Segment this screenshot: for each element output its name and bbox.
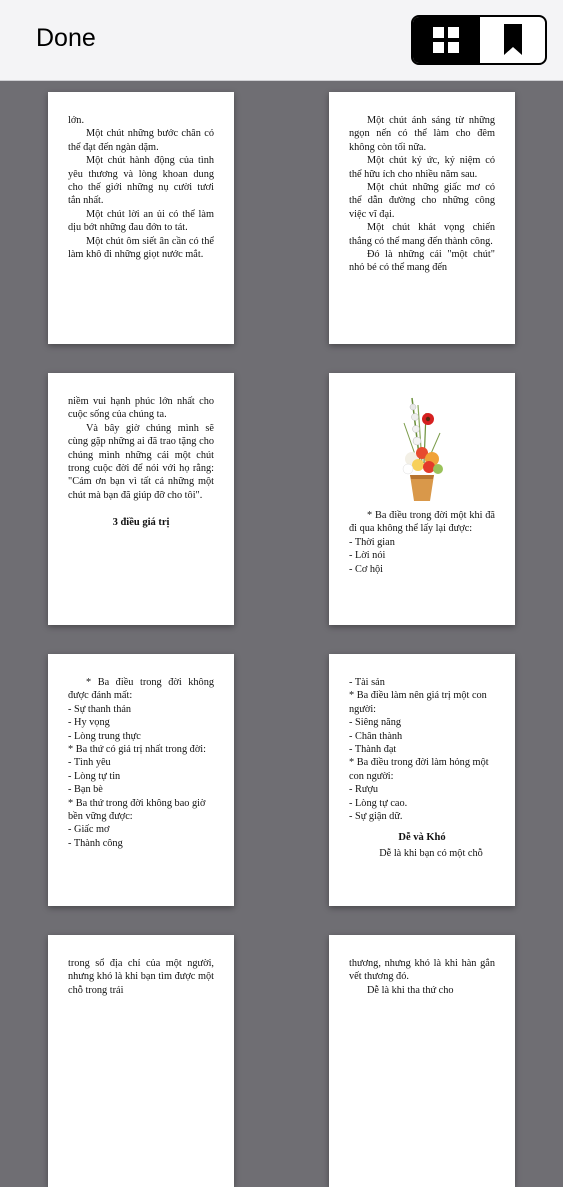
page-text: - Bạn bè — [68, 784, 103, 796]
page-text: - Giấc mơ — [68, 824, 110, 836]
page-text: Một chút ôm siết ân cần có thể làm khô đi những giọt nước mắt. — [68, 235, 214, 261]
page-heading: 3 điều giá trị — [112, 517, 170, 529]
page-text: Dễ là khi tha thứ cho — [367, 984, 454, 996]
page-text: Một chút ký ức, kỷ niệm có thể hữu ích cho nhiều năm sau. — [349, 155, 495, 180]
page-text: niềm vui hạnh phúc lớn nhất cho cuộc sống của chúng ta. — [68, 396, 214, 421]
page-thumbnail-1[interactable] — [48, 92, 234, 344]
page-thumbnail-8[interactable] — [329, 935, 515, 1187]
page-text: - Lòng trung thực — [68, 730, 141, 742]
view-mode-segmented-control — [411, 15, 547, 65]
page-text: Một chút khát vọng chiến thắng có thể mang đến thành công. — [349, 222, 495, 247]
page-heading: Dễ và Khó — [398, 832, 446, 844]
page-text: Dễ là khi bạn có một chỗ — [379, 847, 483, 859]
page-text: - Thời gian — [349, 536, 395, 548]
page-thumbnail-4[interactable] — [329, 373, 515, 625]
page-text: - Thành công — [68, 837, 123, 849]
page-text: - Lòng tự tin — [68, 770, 121, 782]
page-text: - Thành đạt — [349, 744, 397, 756]
page-text: Một chút lời an ủi có thể làm dịu bớt những đau đớn to tát. — [68, 208, 214, 234]
page-text: Và bây giờ chúng mình sẽ cùng gặp những ai đã trao tặng cho chúng mình những cái một chút trong cuộc đời để nói với họ rằng: "Cám ơn bạn vì tất cả những một chút mà bạn đã giúp đỡ cho tôi". — [68, 422, 214, 501]
page-text: * Ba thứ trong đời không bao giờ bền vững được: — [68, 797, 206, 823]
page-text: - Siêng năng — [349, 717, 402, 729]
page-thumbnail-2[interactable] — [329, 92, 515, 344]
page-text: - Sự thanh thản — [68, 703, 132, 715]
page-thumbnail-7[interactable] — [48, 935, 234, 1187]
page-text: Một chút ánh sáng từ những ngọn nến có thể làm cho đêm không còn tối nữa. — [349, 115, 495, 153]
page-text: - Hy vọng — [68, 717, 110, 729]
flower-vase-image — [382, 393, 462, 505]
bookmark-view-button[interactable] — [478, 17, 545, 63]
page-text: - Lòng tự cao. — [349, 797, 408, 809]
page-text: - Tài sản — [349, 677, 385, 688]
page-text: Một chút những bước chân có thể đạt đến ngàn dặm. — [68, 128, 214, 153]
page-thumbnail-5[interactable] — [48, 654, 234, 906]
page-text: - Rượu — [349, 784, 379, 796]
top-toolbar — [0, 0, 563, 80]
page-text: * Ba điều trong đời làm hỏng một con người: — [349, 757, 489, 782]
page-text: - Lời nói — [349, 550, 386, 562]
page-text: thương, nhưng khó là khi hàn gắn vết thương đó. — [349, 958, 495, 983]
page-text: * Ba điều trong đời một khi đã đi qua không thể lấy lại được: — [349, 510, 495, 535]
page-text: - Sự giận dữ. — [349, 811, 403, 823]
page-thumbnail-6[interactable] — [329, 654, 515, 906]
page-text: - Chân thành — [349, 730, 403, 742]
page-text: - Cơ hội — [349, 563, 384, 575]
page-text: * Ba thứ có giá trị nhất trong đời: — [68, 744, 206, 756]
page-text: Một chút hành động của tình yêu thương và lòng khoan dung cho thế giới những nụ cười tươi tắn nhất. — [68, 155, 214, 207]
done-button[interactable]: Done — [36, 24, 96, 52]
page-thumbnail-3[interactable] — [48, 373, 234, 625]
page-text: - Tình yêu — [68, 757, 111, 769]
page-text: Một chút những giấc mơ có thể dẫn đường cho những công việc vĩ đại. — [349, 182, 495, 220]
page-text: Đó là những cái "một chút" nhỏ bé có thể mang đến — [349, 249, 495, 274]
bookmark-icon — [503, 24, 523, 56]
page-text: trong sổ địa chỉ của một người, nhưng khó là khi bạn tìm được một chỗ trong trái — [68, 958, 214, 996]
page-text: * Ba điều trong đời không được đánh mất: — [68, 677, 214, 702]
page-text: lớn. — [68, 115, 85, 126]
grid-view-button[interactable] — [413, 17, 478, 63]
page-text: * Ba điều làm nên giá trị một con người: — [349, 690, 487, 715]
grid-icon — [432, 26, 460, 54]
